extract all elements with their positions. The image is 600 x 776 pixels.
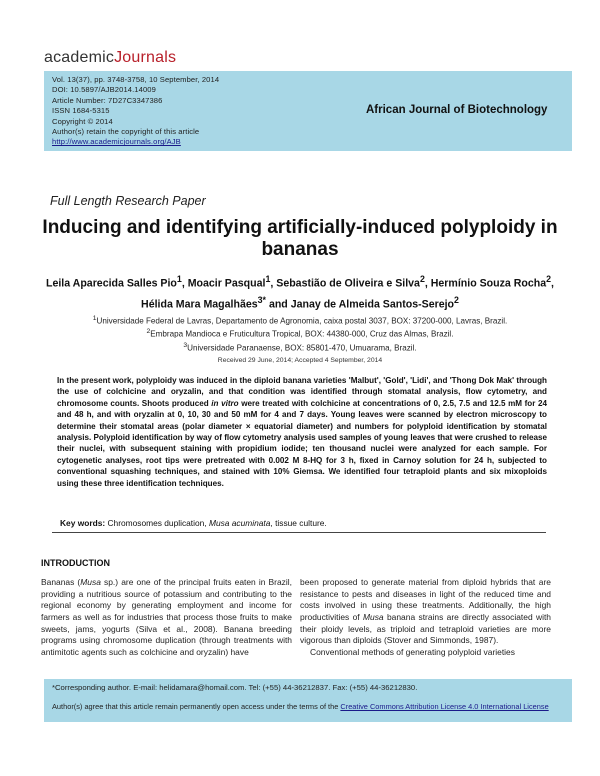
paper-title: Inducing and identifying artificially-induced polyploidy in bananas	[42, 217, 558, 260]
author-affil-mark: 1	[176, 274, 182, 284]
license-text: Author(s) agree that this article remain permanently open access under the terms of the	[52, 702, 341, 711]
meta-copyright: Copyright © 2014	[52, 116, 113, 126]
paper-type: Full Length Research Paper	[50, 194, 206, 208]
author-name: Hermínio Souza Rocha	[430, 277, 547, 290]
affiliations	[40, 314, 560, 354]
abstract-italic: in vitro	[211, 398, 239, 408]
affiliation-text: Universidade Paranaense, BOX: 85801-470, Umuarama, Brazil.	[187, 343, 417, 353]
logo-prefix: academic	[44, 49, 115, 66]
journal-name: African Journal of Biotechnology	[366, 104, 548, 116]
meta-doi: DOI: 10.5897/AJB2014.14009	[52, 85, 156, 95]
body-italic: Musa	[80, 577, 101, 587]
affiliation-mark: 1	[92, 315, 97, 322]
keywords-italic: Musa acuminata	[208, 518, 271, 528]
corresponding-author: *Corresponding author. E-mail: helidamara@homail.com. Tel: (+55) 44-36212837. Fax: (+55) 44-36212830.	[52, 683, 418, 692]
body-text: Conventional methods of generating polyploid varieties	[310, 646, 515, 657]
author-affil-mark: 2	[546, 274, 552, 284]
keywords-label: Key words:	[60, 518, 106, 528]
keywords-text: Chromosomes duplication,	[105, 518, 209, 528]
intro-column-left	[41, 577, 292, 659]
abstract	[57, 375, 547, 489]
meta-rights: Author(s) retain the copyright of this article	[52, 127, 200, 137]
introduction-heading: INTRODUCTION	[41, 558, 110, 568]
affiliation	[40, 327, 560, 340]
affiliation	[40, 314, 560, 327]
publisher-logo	[44, 49, 176, 67]
logo-suffix: Journals	[114, 49, 177, 66]
journal-url-link[interactable]: http://www.academicjournals.org/AJB	[52, 137, 181, 147]
meta-article-number: Article Number: 7D27C3347386	[52, 95, 163, 105]
affiliation-text: Universidade Federal de Lavras, Departamento de Agronomia, caixa postal 3037, BOX: 37200-000, Lavras, Brazil.	[96, 316, 508, 326]
author-affil-mark: 1	[265, 274, 271, 284]
abstract-text: In the present work, polyploidy was induced in the diploid banana varieties 'Malbut', 'Gold', 'Lidi', and 'Thong Dok Mak' through the use of colchicine and oryzalin, and that condition was identified through stomatal analysis, flow cytometry, and chromosome counts. Shoots produced	[57, 376, 547, 408]
intro-column-right	[300, 577, 551, 659]
keywords	[52, 518, 546, 528]
author-list: Leila Aparecida Salles Pio$^1$, Moacir Pasqual$^1$, Sebastião de Oliveira e Silva$^2$, Hermínio Souza Rocha$^2$, Hélida Mara Magalhães$^{3*}$ and Janay de Almeida Santos-Serejo$^2$	[45, 274, 554, 311]
body-italic: Musa	[362, 611, 384, 622]
keywords-text: , tissue culture.	[270, 518, 327, 528]
author-joiner: and	[268, 298, 288, 311]
affiliation	[40, 341, 560, 354]
author-name: Hélida Mara Magalhães	[141, 298, 258, 311]
author-name: Leila Aparecida Salles Pio	[45, 277, 177, 290]
author-affil-mark: 2	[454, 294, 459, 305]
meta-volume: Vol. 13(37), pp. 3748-3758, 10 September, 2014	[52, 75, 220, 84]
meta-issn: ISSN 1684-5315	[52, 106, 110, 116]
keywords-section	[52, 518, 546, 533]
author-name: Janay de Almeida Santos-Serejo	[290, 298, 455, 311]
body-text: banana strains are directly associated with their ploidy levels, as triploid and tetraploid varieties are more vigorous than diploids (Stover and Simmonds, 1987).	[300, 611, 551, 646]
affiliation-text: Embrapa Mandioca e Fruticultura Tropical, BOX: 44380-000, Cruz das Almas, Brazil.	[150, 330, 454, 340]
license-notice	[52, 702, 562, 712]
affiliation-mark: 2	[146, 328, 151, 336]
abstract-text: were treated with colchicine at concentrations of 0, 2.5, 7.5 and 12.5 mM for 24 and 48 h, and with oryzalin at 0, 10, 30 and 50 mM for 4 and 7 days. Young leaves were scanned by electron microscopy to determine their stomatal areas (polar diameter × equatorial diameter) and numbers for polyploid identification by stomatal analysis. Polyploid identification by way of flow cytometry analysis used samples of young leaves that were crushed to release their nuclei, with subsequent staining with propidium iodide; ten thousand nuclei were analyzed for each sample. For cytogenetic analyses, root tips were pretreated with 0.002 M 8-HQ for 3 h, fixed in Carnoy solution for 24 h, subjected to conventional squashing techniques, and stained with 10% Giemsa. We identified four tetraploid plants and six mixoploids using these three identification techniques.	[57, 398, 547, 488]
received-accepted-dates: Received 29 June, 2014; Accepted 4 September, 2014	[217, 357, 383, 364]
author-name: Moacir Pasqual	[187, 277, 266, 290]
author-affil-mark: 3*	[257, 294, 266, 305]
body-text: Bananas (	[41, 577, 81, 587]
license-link[interactable]: Creative Commons Attribution License 4.0 International License	[340, 702, 549, 711]
author-name: Sebastião de Oliveira e Silva	[276, 277, 420, 290]
affiliation-mark: 3	[183, 341, 188, 349]
author-affil-mark: 2	[419, 274, 425, 284]
article-metadata	[52, 75, 219, 148]
body-text: been proposed to generate material from diploid hybrids that are resistance to pests and diseases in light of the reduced time and costs involved in using these treatments. Additionally, the high productivities of	[300, 577, 551, 622]
body-text: sp.) are one of the principal fruits eaten in Brazil, providing a nutritious source of potassium and contributing to the regional economy by generating employment and income for farmers as well as for industries that process those fruits to make sweets, jams, yogurts (Silva et al., 2008). Banana breeding programs using chromosome duplication (through treatments with antimitotic agents such as colchicine and oryzalin) have	[41, 577, 292, 657]
